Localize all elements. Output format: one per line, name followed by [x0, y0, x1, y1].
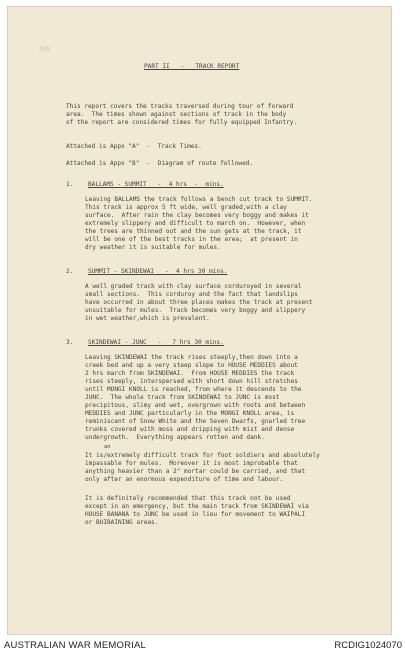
section-line: precipitous, slimy and wet, overgrown with roots and between — [85, 402, 306, 409]
section-line: surface. After rain the clay becomes very boggy and makes it — [85, 212, 309, 219]
section-heading: SUMMIT - SKINDEWAI - 4 hrs 30 mins. — [88, 268, 228, 275]
section-line: anything heavier than a 2" mortar could be carried, and that — [85, 468, 306, 475]
handwritten-insert: an — [104, 444, 111, 450]
section-line: 2 hrs march from SKINDEWAI. From HOUSE MEDDIES the track — [85, 370, 295, 377]
attachment-b: Attached is Appx "B" - Diagram of route followed. — [66, 160, 254, 167]
section-line: It is/extremely difficult track for foot soldiers and absolutely — [85, 452, 320, 459]
section-number: 2. — [66, 268, 74, 275]
intro-line: of the report are considered times for fully equipped Infantry. — [66, 119, 298, 126]
section-heading: SKINDEWAI - JUNC - 7 hrs 30 mins. — [88, 339, 224, 346]
section-line: impassable for mules. Moreover it is most improbable that — [85, 460, 298, 467]
section-line: the trees are thinned out and the sun gets at the track, it — [85, 228, 302, 235]
section-number: 1. — [66, 181, 74, 188]
archive-footer — [0, 636, 406, 654]
section-line: rises steeply, interspersed with short down hill stretches — [85, 378, 298, 385]
section-line: JUNC. The whole track from SKINDEWAI to JUNC is most — [85, 394, 280, 401]
page-stamp: 330 — [39, 46, 50, 53]
section-number: 3. — [66, 339, 74, 346]
section-line: trunks covered with moss and dripping with mist and dense — [85, 426, 295, 433]
section-line: until MONGI KNOLL is reached, from where it descends to the — [85, 386, 302, 393]
section-heading: BALLAMS - SUMMIT - 4 hrs - mins. — [88, 181, 224, 188]
section-line: dry weather it is suitable for mules. — [85, 244, 221, 251]
attachment-a: Attached is Appx "A" - Track Times. — [66, 143, 202, 150]
section-line: A well graded track with clay surface corduroyed in several — [85, 283, 302, 290]
intro-line: area. The times shown against sections of track in the body — [66, 111, 287, 118]
section-line: except in an emergency, but the main track from SKINDEWAI via — [85, 503, 309, 510]
section-line: Leaving SKINDEWAI the track rises steeply,then down into a — [85, 354, 298, 361]
section-line: will be one of the best tracks in the area; at present in — [85, 236, 298, 243]
section-line: unsuitable for mules. Track becomes very boggy and slippery — [85, 307, 306, 314]
section-line: It is definitely recommended that this track not be used — [85, 495, 291, 502]
section-line: reminiscent of Snow White and the Seven Dwarfs, gnarled tree — [85, 418, 306, 425]
section-line: Leaving BALLAMS the track follows a bench cut track to SUMMIT. — [85, 196, 313, 203]
record-id: RCDIG1024070 — [334, 640, 402, 651]
report-title: PART II - TRACK REPORT — [144, 63, 240, 70]
section-line: MEDDIES and JUNC particularly in the MONGI KNOLL area, is — [85, 410, 295, 417]
section-line: or BUIBAINING areas. — [85, 519, 159, 526]
document-page — [7, 6, 392, 635]
intro-line: This report covers the tracks traversed during tour of forward — [66, 103, 294, 110]
section-line: HOUSE BANANA to JUNC be used in lieu for movement to WAIPALI — [85, 511, 306, 518]
section-line: in wet weather,which is prevalent. — [85, 315, 210, 322]
section-line: creek bed and up a very steep slope to HOUSE MEDDIES about — [85, 362, 298, 369]
archive-name: AUSTRALIAN WAR MEMORIAL — [4, 640, 147, 651]
section-line: This track is approx 5 ft wide, well graded,with a clay — [85, 204, 287, 211]
section-line: undergrowth. Everything appears rotten and dank. — [85, 434, 265, 441]
section-line: have occurred in about three places makes the track at present — [85, 299, 313, 306]
section-line: small sections. This corduroy and the fact that landslips — [85, 291, 298, 298]
section-line: extremely slippery and difficult to march on. However, when — [85, 220, 306, 227]
section-line: only after an enormous expenditure of time and labour. — [85, 476, 284, 483]
